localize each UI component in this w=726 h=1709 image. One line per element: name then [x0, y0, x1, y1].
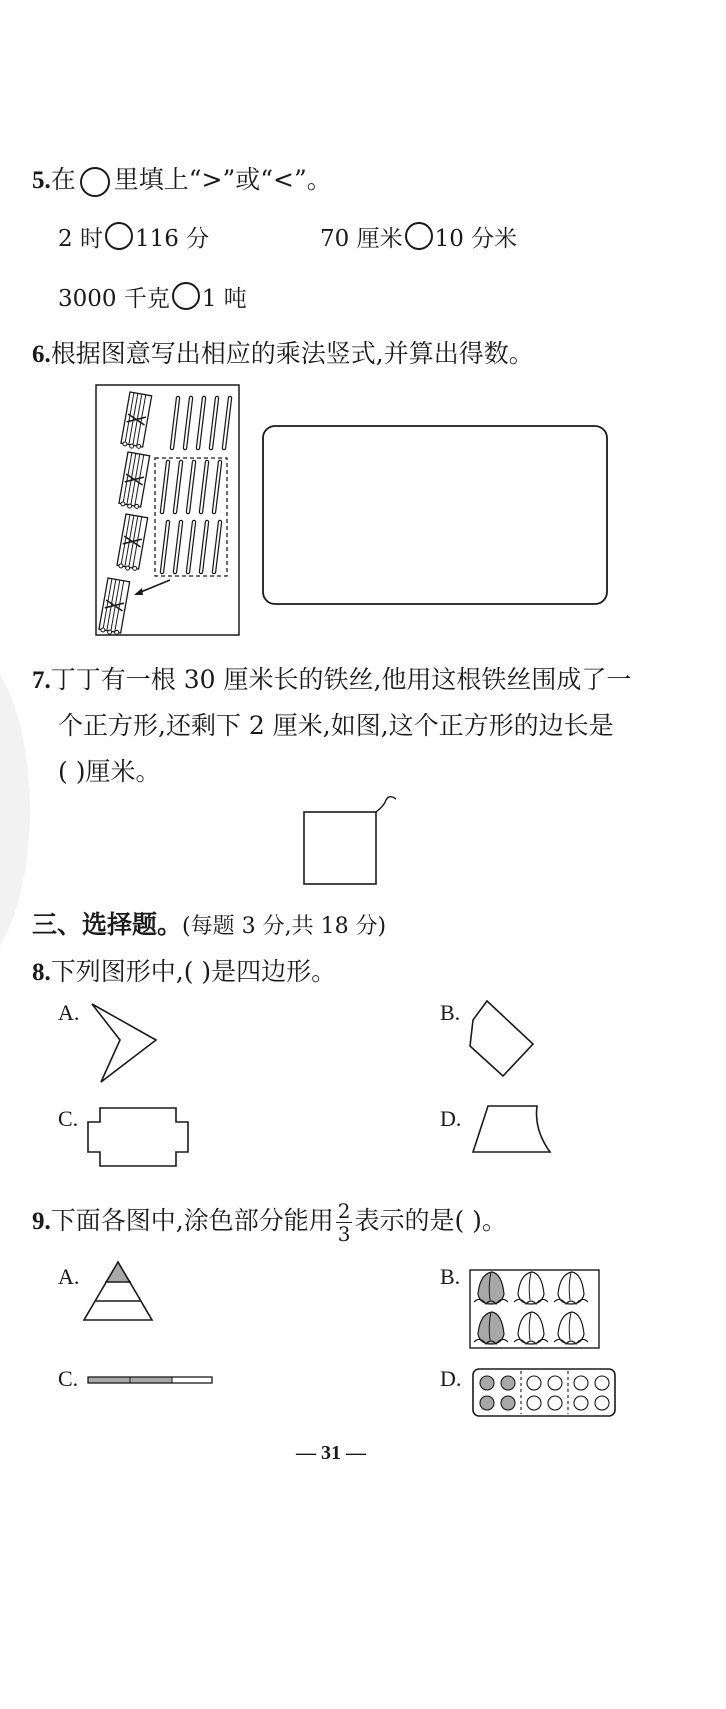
page-number: — 31 — — [296, 1442, 366, 1464]
compare-left: 3000 千克 — [58, 286, 170, 312]
compare-right: 116 分 — [134, 226, 210, 252]
question-text: 根据图意写出相应的乘法竖式,并算出得数。 — [50, 339, 534, 368]
question-number: 6. — [32, 341, 51, 368]
figure-d-circles — [473, 1369, 615, 1416]
figure-a-triangle — [84, 1262, 152, 1320]
question-number: 9. — [32, 1208, 51, 1235]
question-text-post: 表示的是( )。 — [354, 1206, 507, 1235]
option-c-label[interactable]: C. — [58, 1366, 79, 1391]
compare-right: 10 分米 — [434, 226, 518, 252]
compare-left: 2 时 — [58, 226, 103, 252]
figure-b-peaches — [470, 1270, 599, 1348]
fraction-numerator: 2 — [337, 1199, 351, 1223]
question-text: 下列图形中,( )是四边形。 — [50, 957, 337, 986]
option-c-label[interactable]: C. — [58, 1106, 79, 1131]
option-b-label[interactable]: B. — [440, 1264, 461, 1289]
question-text-post: 里填上“>”或“<”。 — [113, 165, 332, 194]
question-text-pre: 在 — [50, 165, 76, 194]
fraction-denominator: 3 — [337, 1222, 351, 1246]
compare-right: 1 吨 — [201, 286, 247, 312]
section-note: (每题 3 分,共 18 分) — [182, 914, 387, 939]
option-a-label[interactable]: A. — [58, 1264, 80, 1289]
option-d-label[interactable]: D. — [440, 1106, 462, 1131]
question-number: 7. — [32, 667, 51, 694]
question-text-pre: 下面各图中,涂色部分能用 — [50, 1206, 334, 1235]
question-7-line-3: ( )厘米。 — [58, 757, 161, 786]
compare-left: 70 厘米 — [320, 226, 403, 252]
option-b-label[interactable]: B. — [440, 1000, 461, 1025]
option-d-label[interactable]: D. — [440, 1366, 462, 1391]
question-7-line-2: 个正方形,还剩下 2 厘米,如图,这个正方形的边长是 — [58, 711, 614, 740]
figure-c-strip — [88, 1377, 212, 1383]
section-title: 三、选择题。 — [32, 910, 183, 939]
question-number: 5. — [32, 167, 51, 194]
question-text: 丁丁有一根 30 厘米长的铁丝,他用这根铁丝围成了一 — [50, 665, 632, 694]
question-number: 8. — [32, 959, 51, 986]
option-a-label[interactable]: A. — [58, 1000, 80, 1025]
